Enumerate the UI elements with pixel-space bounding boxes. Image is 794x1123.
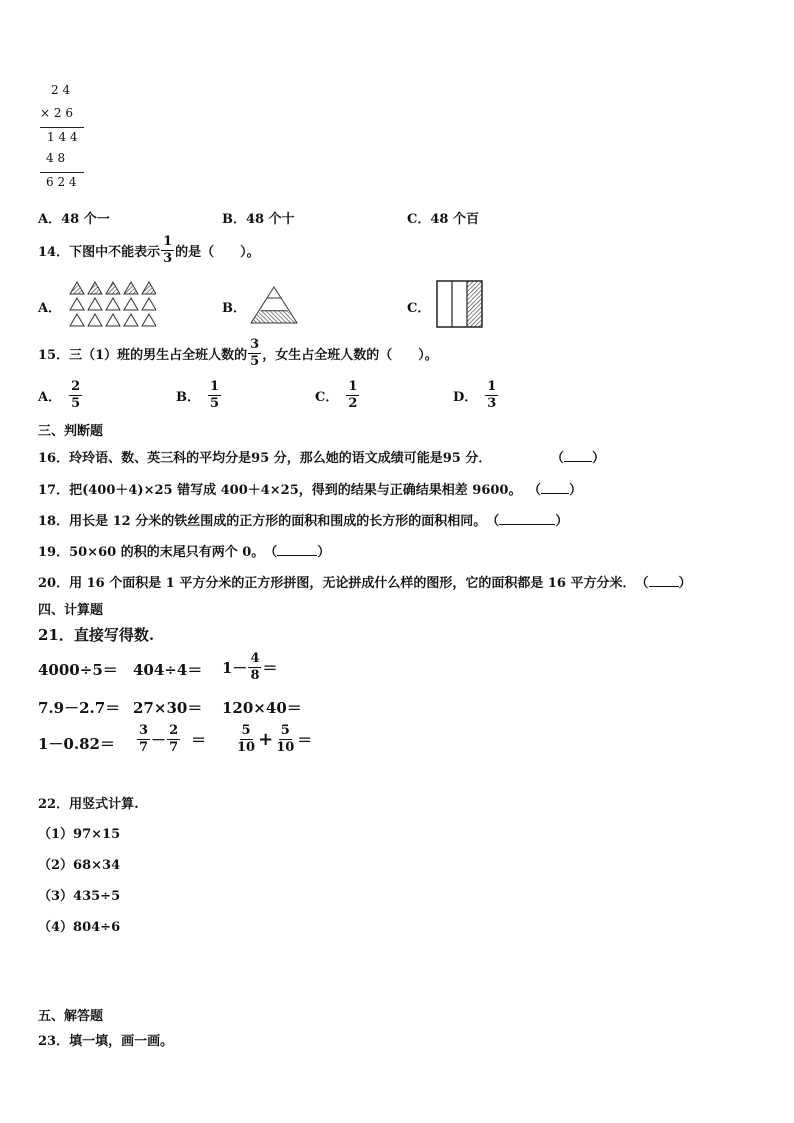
q22-item-4: （4）804÷6 xyxy=(38,920,121,935)
q20-answer-blank[interactable] xyxy=(635,572,691,591)
q22-item-1: （1）97×15 xyxy=(38,827,121,842)
blank-line xyxy=(564,449,592,462)
paren-close: ） xyxy=(555,514,569,529)
q20-question xyxy=(38,572,692,591)
q15-option-a-frac xyxy=(69,380,82,410)
frac-num: 1 xyxy=(487,379,497,394)
calc-item-1: 4000÷5＝ xyxy=(38,661,118,679)
paren-open: （ xyxy=(486,514,500,529)
calc-item-8 xyxy=(136,724,206,754)
frac-num: 5 xyxy=(280,723,290,738)
q22-item-2: （2）68×34 xyxy=(38,858,121,873)
blank-line xyxy=(277,543,317,556)
calc-item-7: 1－0.82＝ xyxy=(38,735,115,753)
q14-frac-den: 3 xyxy=(163,250,173,266)
mult-rule-2 xyxy=(40,172,84,173)
mult-result: 6 2 4 xyxy=(46,175,77,189)
q14-fraction xyxy=(161,235,174,265)
q16-text: 16．玲玲语、数、英三科的平均分是95 分，那么她的语文成绩可能是95 分． xyxy=(38,451,492,466)
q14-option-c-label: C． xyxy=(407,301,431,316)
frac-den: 5 xyxy=(71,395,81,411)
paren-close: ） xyxy=(569,483,583,498)
q15-option-b-label: B． xyxy=(176,389,200,405)
frac-den: 10 xyxy=(276,739,295,755)
paren-close: ） xyxy=(678,576,692,591)
q14-option-b-label: B． xyxy=(222,301,246,316)
q14-frac-num: 1 xyxy=(163,234,173,249)
q18-question xyxy=(38,510,568,529)
q22-item-3: （3）435÷5 xyxy=(38,889,121,904)
calc-fraction-1 xyxy=(137,724,150,754)
frac-num: 2 xyxy=(169,723,179,738)
frac-den: 2 xyxy=(348,395,358,411)
calc-fraction xyxy=(248,652,261,682)
calc-text: 1－ xyxy=(222,658,248,677)
frac-den: 3 xyxy=(487,395,497,411)
q14-option-a-label: A． xyxy=(38,301,62,316)
calc-item-9 xyxy=(234,724,312,754)
paren-close: ） xyxy=(317,545,331,560)
q19-question xyxy=(38,541,330,560)
calc-operator: － xyxy=(151,730,167,749)
q15-option-d-frac xyxy=(485,380,498,410)
frac-den: 7 xyxy=(139,739,149,755)
section-3-heading: 三、判断题 xyxy=(38,424,104,439)
paren-open: （ xyxy=(551,451,565,466)
q15-fraction xyxy=(248,338,261,368)
calc-equals: ＝ xyxy=(191,730,207,749)
mult-partial-1: 1 4 4 xyxy=(47,130,78,144)
section-4-heading: 四、计算题 xyxy=(38,603,104,618)
q16-answer-blank[interactable] xyxy=(551,447,605,466)
frac-num: 4 xyxy=(250,651,260,666)
frac-num: 1 xyxy=(210,379,220,394)
calc-fraction-2 xyxy=(274,724,296,754)
q15-option-a xyxy=(38,380,83,410)
q15-option-c-frac xyxy=(346,380,359,410)
blank-line xyxy=(499,512,555,525)
q15-frac-den: 5 xyxy=(250,353,260,369)
frac-num: 2 xyxy=(71,379,81,394)
calc-item-2: 404÷4＝ xyxy=(133,661,203,679)
q15-text-before: 15．三（1）班的男生占全班人数的 xyxy=(38,347,248,363)
rectangle-figure xyxy=(436,280,484,328)
paren-open: （ xyxy=(264,545,278,560)
q14-text-before: 14．下图中不能表示 xyxy=(38,244,161,260)
q18-text: 18．用长是 12 分米的铁丝围成的正方形的面积和围成的长方形的面积相同。 xyxy=(38,514,487,529)
paren-close: ） xyxy=(592,451,606,466)
q21-title: 21．直接写得数. xyxy=(38,626,155,644)
calc-item-4: 7.9－2.7＝ xyxy=(38,699,121,717)
q23-text: 23．填一填，画一画。 xyxy=(38,1034,174,1049)
calc-fraction-2 xyxy=(167,724,180,754)
q13-option-a: A．48 个一 xyxy=(38,212,110,227)
q15-option-d-label: D． xyxy=(453,389,478,405)
frac-den: 5 xyxy=(210,395,220,411)
q19-text: 19．50×60 的积的末尾只有两个 0。 xyxy=(38,545,265,560)
calc-equals: ＝ xyxy=(262,658,278,677)
q13-option-b: B．48 个十 xyxy=(222,212,295,227)
q17-text: 17．把(400＋4)×25 错写成 400＋4×25，得到的结果与正确结果相差 9600。 xyxy=(38,483,522,498)
q15-option-c xyxy=(315,380,360,410)
q15-option-b-frac xyxy=(208,380,221,410)
q15-option-d xyxy=(453,380,499,410)
q14-text-after: 的是（ ）。 xyxy=(175,244,260,260)
q19-answer-blank[interactable] xyxy=(264,541,330,560)
blank-line xyxy=(649,574,679,587)
q15-option-c-label: C． xyxy=(315,389,339,405)
calc-equals: ＝ xyxy=(297,730,313,749)
frac-num: 3 xyxy=(139,723,149,738)
q20-text: 20．用 16 个面积是 1 平方分米的正方形拼图，无论拼成什么样的图形，它的面积都是 16 平方分米． xyxy=(38,576,636,591)
section-5-heading: 五、解答题 xyxy=(38,1009,104,1024)
mult-rule-1 xyxy=(40,127,84,128)
calc-item-3 xyxy=(222,652,278,682)
calc-fraction-1 xyxy=(235,724,257,754)
mult-partial-2: 4 8 xyxy=(46,151,66,165)
q17-answer-blank[interactable] xyxy=(528,479,582,498)
frac-den: 7 xyxy=(169,739,179,755)
pyramid-figure xyxy=(249,286,299,324)
q15-frac-num: 3 xyxy=(250,337,260,352)
triangles-figure xyxy=(66,280,156,328)
q15-option-b xyxy=(176,380,222,410)
q15-text-after: ，女生占全班人数的（ ）。 xyxy=(262,347,438,363)
q18-answer-blank[interactable] xyxy=(486,510,568,529)
q22-title: 22．用竖式计算. xyxy=(38,797,139,812)
q15-question xyxy=(38,338,438,368)
calc-item-6: 120×40＝ xyxy=(222,699,302,717)
frac-num: 5 xyxy=(241,723,251,738)
frac-den: 8 xyxy=(250,667,260,683)
q15-option-a-label: A． xyxy=(38,389,62,405)
q14-question xyxy=(38,235,260,265)
mult-row-2: × 2 6 xyxy=(40,106,73,120)
frac-den: 10 xyxy=(237,739,256,755)
mult-row-1: 2 4 xyxy=(51,83,71,97)
paren-open: （ xyxy=(635,576,649,591)
blank-line xyxy=(541,481,569,494)
paren-open: （ xyxy=(528,483,542,498)
calc-operator: + xyxy=(258,728,274,750)
frac-num: 1 xyxy=(348,379,358,394)
calc-item-5: 27×30＝ xyxy=(133,699,203,717)
q13-option-c: C．48 个百 xyxy=(407,212,479,227)
